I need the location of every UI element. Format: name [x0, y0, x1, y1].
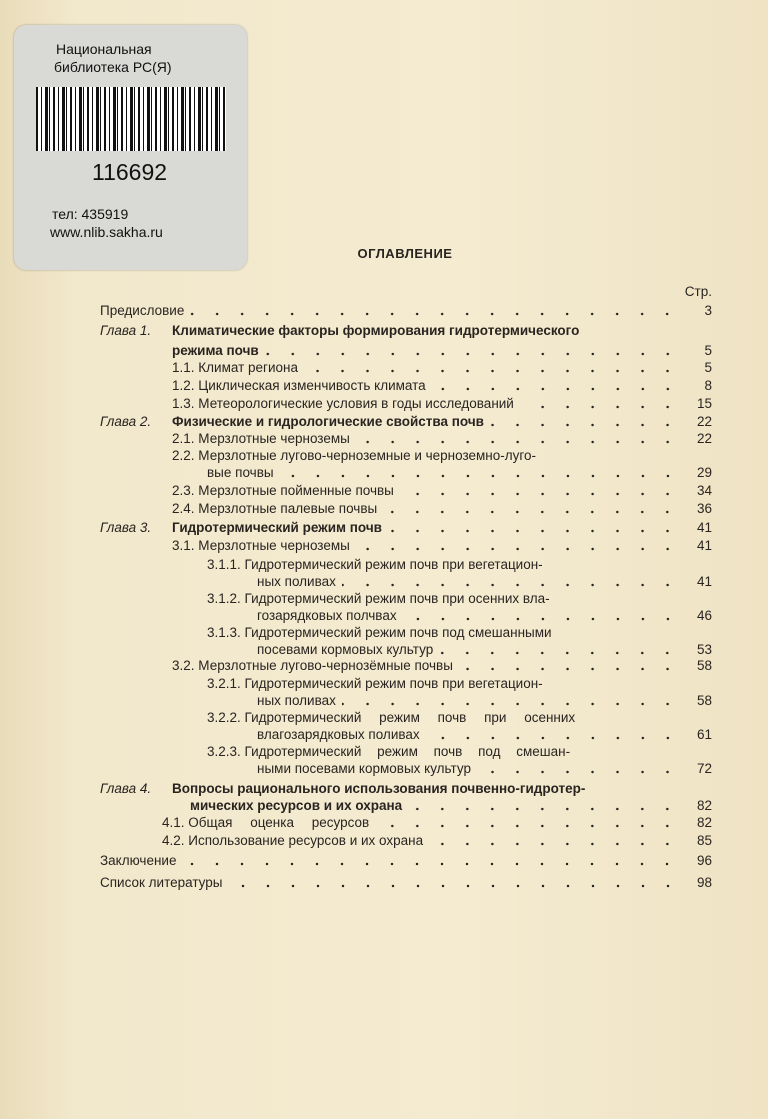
page-number: 22	[696, 414, 712, 429]
entry-text: Мерзлотные пойменные почвы	[198, 483, 394, 498]
page-column-header: Стр.	[684, 284, 712, 299]
library-name: Национальная	[56, 41, 152, 57]
toc-section-3-2-1-cont[interactable]	[257, 692, 712, 709]
dot-leader	[342, 702, 680, 706]
toc-section-2-2[interactable]	[172, 447, 712, 464]
toc-section-3-1-2-cont[interactable]	[257, 607, 712, 624]
entry-text: гозарядковых полчвах	[257, 608, 397, 623]
section-number: 1.2.	[172, 378, 195, 393]
website: www.nlib.sakha.ru	[50, 224, 163, 240]
page-number: 61	[696, 727, 712, 742]
toc-section-3-2-2-cont[interactable]	[257, 726, 712, 743]
toc-section-3-2-1[interactable]	[207, 675, 712, 692]
page-number: 85	[696, 833, 712, 848]
page-number: 53	[696, 642, 712, 657]
entry-text: Гидротермический режим почв при осенних вла-	[244, 591, 550, 606]
entry-text: Мерзлотные черноземы	[198, 538, 350, 553]
entry-text: Предисловие	[100, 303, 185, 318]
entry-text: Мерзлотные черноземы	[198, 431, 350, 446]
toc-section-3-2-3-cont[interactable]	[257, 760, 712, 777]
toc-section-2-4[interactable]	[172, 500, 712, 517]
page-number: 46	[696, 608, 712, 623]
entry-text: Заключение	[100, 853, 177, 868]
page-number: 3	[704, 303, 712, 318]
toc-section-3-2-2[interactable]	[207, 709, 712, 726]
entry-text: Вопросы рационального использования почвенно-гидротер-	[172, 781, 586, 796]
entry-text: Мерзлотные лугово-чернозёмные почвы	[198, 658, 453, 673]
page-number: 98	[696, 875, 712, 890]
toc-section-1-2[interactable]	[172, 377, 712, 394]
entry-text: Гидротермический режим почв при вегетацион-	[244, 557, 543, 572]
dot-leader	[265, 352, 680, 356]
dot-leader	[342, 583, 680, 587]
entry-text: ных поливах	[257, 693, 336, 708]
toc-chapter-1[interactable]	[172, 322, 712, 339]
entry-text: Циклическая изменчивость климата	[198, 378, 426, 393]
section-number: 3.2.2.	[207, 710, 241, 725]
toc-chapter-3[interactable]	[172, 519, 712, 536]
section-number: 3.2.	[172, 658, 195, 673]
dot-leader	[429, 842, 680, 846]
toc-section-3-1-1-cont[interactable]	[257, 573, 712, 590]
entry-text: мических ресурсов и их охрана	[190, 798, 403, 813]
entry-text: влагозарядковых поливах	[257, 727, 420, 742]
page-number: 82	[696, 798, 712, 813]
dot-leader	[280, 474, 680, 478]
phone: тел: 435919	[52, 206, 129, 222]
dot-leader	[400, 492, 680, 496]
page-number: 96	[696, 853, 712, 868]
section-number: 3.1.2.	[207, 591, 241, 606]
page-number: 29	[696, 465, 712, 480]
toc-section-2-1[interactable]	[172, 430, 712, 447]
barcode-number: 116692	[92, 159, 168, 185]
section-number: 3.2.1.	[207, 676, 241, 691]
page-number: 58	[696, 658, 712, 673]
dot-leader	[459, 667, 680, 671]
page-number: 41	[696, 538, 712, 553]
dot-leader	[403, 617, 680, 621]
page-number: 72	[696, 761, 712, 776]
section-number: 2.3.	[172, 483, 195, 498]
toc-section-4-1[interactable]	[162, 814, 712, 831]
dot-leader	[190, 312, 680, 316]
section-number: 4.1.	[162, 815, 185, 830]
toc-section-1-3[interactable]	[172, 395, 712, 412]
toc-chapter-4-cont[interactable]	[190, 797, 712, 814]
entry-text: Физические и гидрологические свойства почв	[172, 414, 484, 429]
dot-leader	[426, 736, 680, 740]
dot-leader	[432, 387, 680, 391]
dot-leader	[383, 510, 680, 514]
page-number: 34	[696, 483, 712, 498]
page-number: 5	[704, 343, 712, 358]
page-number: 22	[696, 431, 712, 446]
dot-leader	[490, 423, 680, 427]
section-number: 1.1.	[172, 360, 195, 375]
chapter-label: Глава 2.	[100, 414, 152, 429]
section-number: 2.1.	[172, 431, 195, 446]
library-sticker	[14, 25, 247, 270]
chapter-label: Глава 1.	[100, 323, 152, 338]
page-number: 82	[696, 815, 712, 830]
toc-section-3-1-3[interactable]	[207, 624, 712, 641]
entry-text: Мерзлотные палевые почвы	[198, 501, 378, 516]
section-number: 4.2.	[162, 833, 185, 848]
toc-section-2-3[interactable]	[172, 482, 712, 499]
page-number: 15	[696, 396, 712, 411]
dot-leader	[229, 884, 681, 888]
library-name-2: библиотека РС(Я)	[54, 59, 172, 75]
dot-leader	[408, 807, 680, 811]
toc-section-3-1-2[interactable]	[207, 590, 712, 607]
entry-text: режима почв	[172, 343, 259, 358]
toc-section-1-1[interactable]	[172, 359, 712, 376]
dot-leader	[477, 770, 680, 774]
dot-leader	[182, 862, 680, 866]
page-number: 41	[696, 574, 712, 589]
section-number: 3.1.3.	[207, 625, 241, 640]
dot-leader	[520, 405, 680, 409]
dot-leader	[439, 651, 680, 655]
dot-leader	[388, 529, 680, 533]
page-title: ОГЛАВЛЕНИЕ	[357, 246, 453, 261]
entry-text: Использование ресурсов и их охрана	[188, 833, 424, 848]
toc-section-4-2[interactable]	[162, 832, 712, 849]
entry-text: Метеорологические условия в годы исследований	[198, 396, 514, 411]
section-number: 3.1.	[172, 538, 195, 553]
toc-entry-preface[interactable]	[100, 302, 712, 319]
page-number: 8	[704, 378, 712, 393]
page-number: 5	[704, 360, 712, 375]
entry-text: Гидротермический режим почв	[172, 520, 382, 535]
chapter-label: Глава 4.	[100, 781, 152, 796]
toc-entry-conclusion[interactable]	[100, 852, 712, 869]
toc-section-3-2[interactable]	[172, 657, 712, 674]
entry-text: Гидротермический режим почв под смешан-	[244, 744, 571, 759]
section-number: 3.2.3.	[207, 744, 241, 759]
toc-section-3-2-3[interactable]	[207, 743, 712, 760]
toc-chapter-2[interactable]	[172, 413, 712, 430]
chapter-label: Глава 3.	[100, 520, 152, 535]
section-number: 1.3.	[172, 396, 195, 411]
entry-text: вые почвы	[207, 465, 274, 480]
section-number: 3.1.1.	[207, 557, 241, 572]
dot-leader	[356, 547, 680, 551]
toc-section-3-1-3-cont[interactable]	[257, 641, 712, 658]
dot-leader	[356, 440, 680, 444]
section-number: 2.2.	[172, 448, 195, 463]
toc-entry-references[interactable]	[100, 874, 712, 891]
entry-text: Гидротермический режим почв под смешанными	[244, 625, 552, 640]
toc-section-3-1-1[interactable]	[207, 556, 712, 573]
section-number: 2.4.	[172, 501, 195, 516]
barcode	[36, 87, 226, 151]
page-number: 41	[696, 520, 712, 535]
toc-chapter-1-cont[interactable]	[172, 342, 712, 359]
entry-text: ных поливах	[257, 574, 336, 589]
entry-text: посевами кормовых культур	[257, 642, 434, 657]
entry-text: Климат региона	[198, 360, 298, 375]
entry-text: Климатические факторы формирования гидротермического	[172, 323, 580, 338]
page-number: 58	[696, 693, 712, 708]
entry-text: Общая оценка ресурсов	[188, 815, 370, 830]
page-number: 36	[696, 501, 712, 516]
entry-text: Список литературы	[100, 875, 223, 890]
entry-text: Мерзлотные лугово-черноземные и черноземно-луго-	[198, 448, 537, 463]
dot-leader	[304, 369, 680, 373]
toc-section-3-1[interactable]	[172, 537, 712, 554]
toc-section-2-2-cont[interactable]	[207, 464, 712, 481]
toc-chapter-4[interactable]	[172, 780, 712, 797]
entry-text: ными посевами кормовых культур	[257, 761, 471, 776]
dot-leader	[375, 824, 680, 828]
entry-text: Гидротермический режим почв при осенних	[244, 710, 576, 725]
entry-text: Гидротермический режим почв при вегетацион-	[244, 676, 543, 691]
